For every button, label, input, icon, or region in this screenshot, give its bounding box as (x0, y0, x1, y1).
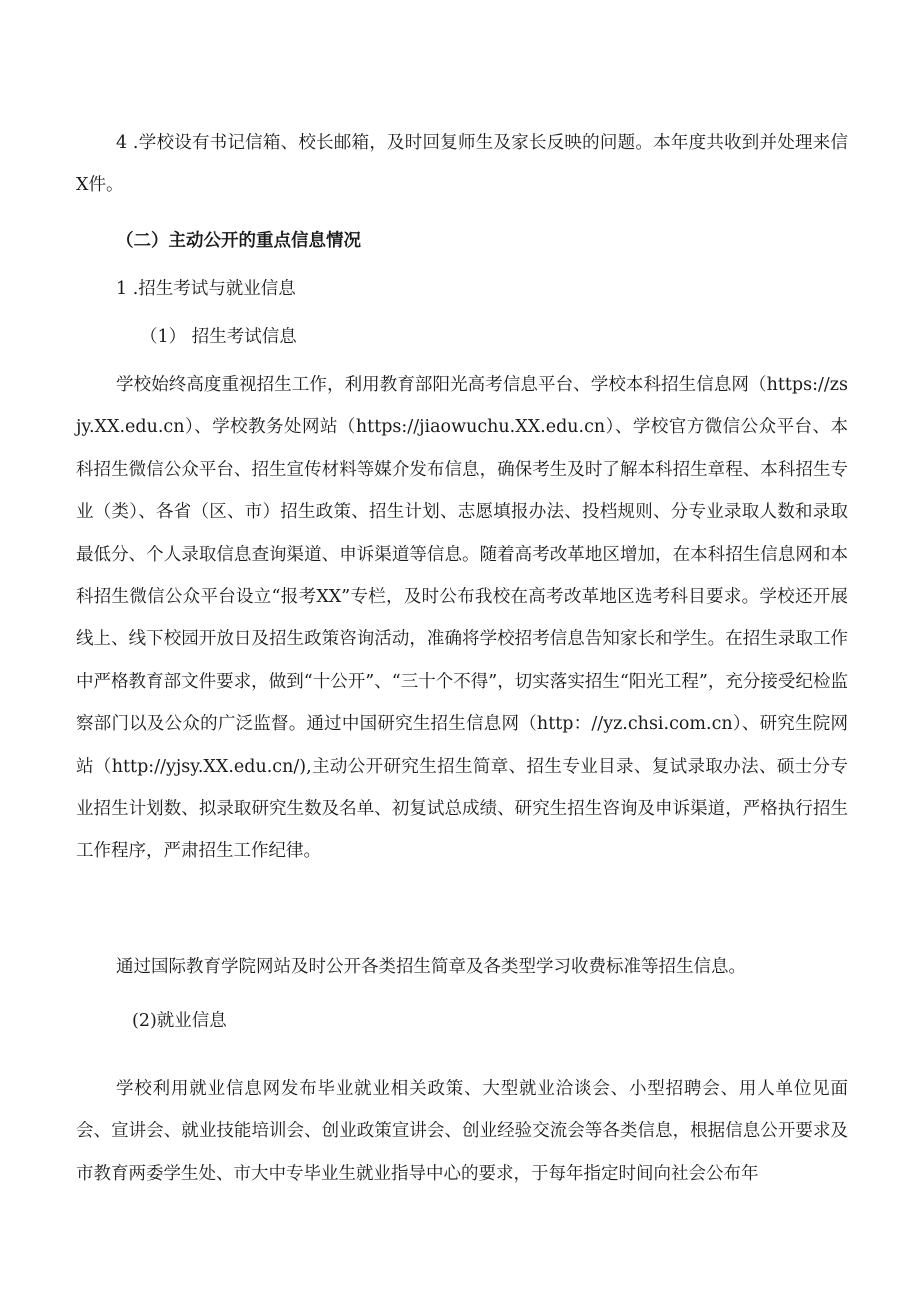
item-4-paragraph: 4 .学校设有书记信箱、校长邮箱，及时回复师生及家长反映的问题。本年度共收到并处理来信X件。 (76, 133, 848, 196)
subsubsection-heading-admissions: （1） 招生考试信息 (140, 327, 297, 347)
subsection-heading: 1 .招生考试与就业信息 (116, 279, 296, 299)
employment-paragraph: 学校利用就业信息网发布毕业就业相关政策、大型就业洽谈会、小型招聘会、用人单位见面会、宣讲会、就业技能培训会、创业政策宣讲会、创业经验交流会等各类信息，根据信息公开要求及市教育两委学生处、市大中专毕业生就业指导中心的要求，于每年指定时间向社会公布年 (76, 1079, 848, 1184)
section-heading: （二）主动公开的重点信息情况 (116, 231, 361, 251)
subsubsection-heading-employment: (2)就业信息 (132, 1011, 227, 1031)
admissions-paragraph: 学校始终高度重视招生工作，利用教育部阳光高考信息平台、学校本科招生信息网（https://zsjy.XX.edu.cn）、学校教务处网站（https://jiaowuchu.XX.edu.cn）、学校官方微信公众平台、本科招生微信公众平台、招生宣传材料等媒介发布信息，确保考生及时了解本科招生章程、本科招生专业（类）、各省（区、市）招生政策、招生计划、志愿填报办法、投档规则、分专业录取人数和录取最低分、个人录取信息查询渠道、申诉渠道等信息。随着高考改革地区增加，在本科招生信息网和本科招生微信公众平台设立“报考XX”专栏，及时公布我校在高考改革地区选考科目要求。学校还开展线上、线下校园开放日及招生政策咨询活动，准确将学校招考信息告知家长和学生。在招生录取工作中严格教育部文件要求，做到“十公开”、“三十个不得”，切实落实招生“阳光工程”，充分接受纪检监察部门以及公众的广泛监督。通过中国研究生招生信息网（http：//yz.chsi.com.cn）、研究生院网站（http://yjsy.XX.edu.cn/),主动公开研究生招生简章、招生专业目录、复试录取办法、硕士分专业招生计划数、拟录取研究生数及名单、初复试总成绩、研究生招生咨询及申诉渠道，严格执行招生工作程序，严肃招生工作纪律。 (76, 375, 848, 862)
international-paragraph: 通过国际教育学院网站及时公开各类招生简章及各类型学习收费标准等招生信息。 (116, 957, 746, 977)
